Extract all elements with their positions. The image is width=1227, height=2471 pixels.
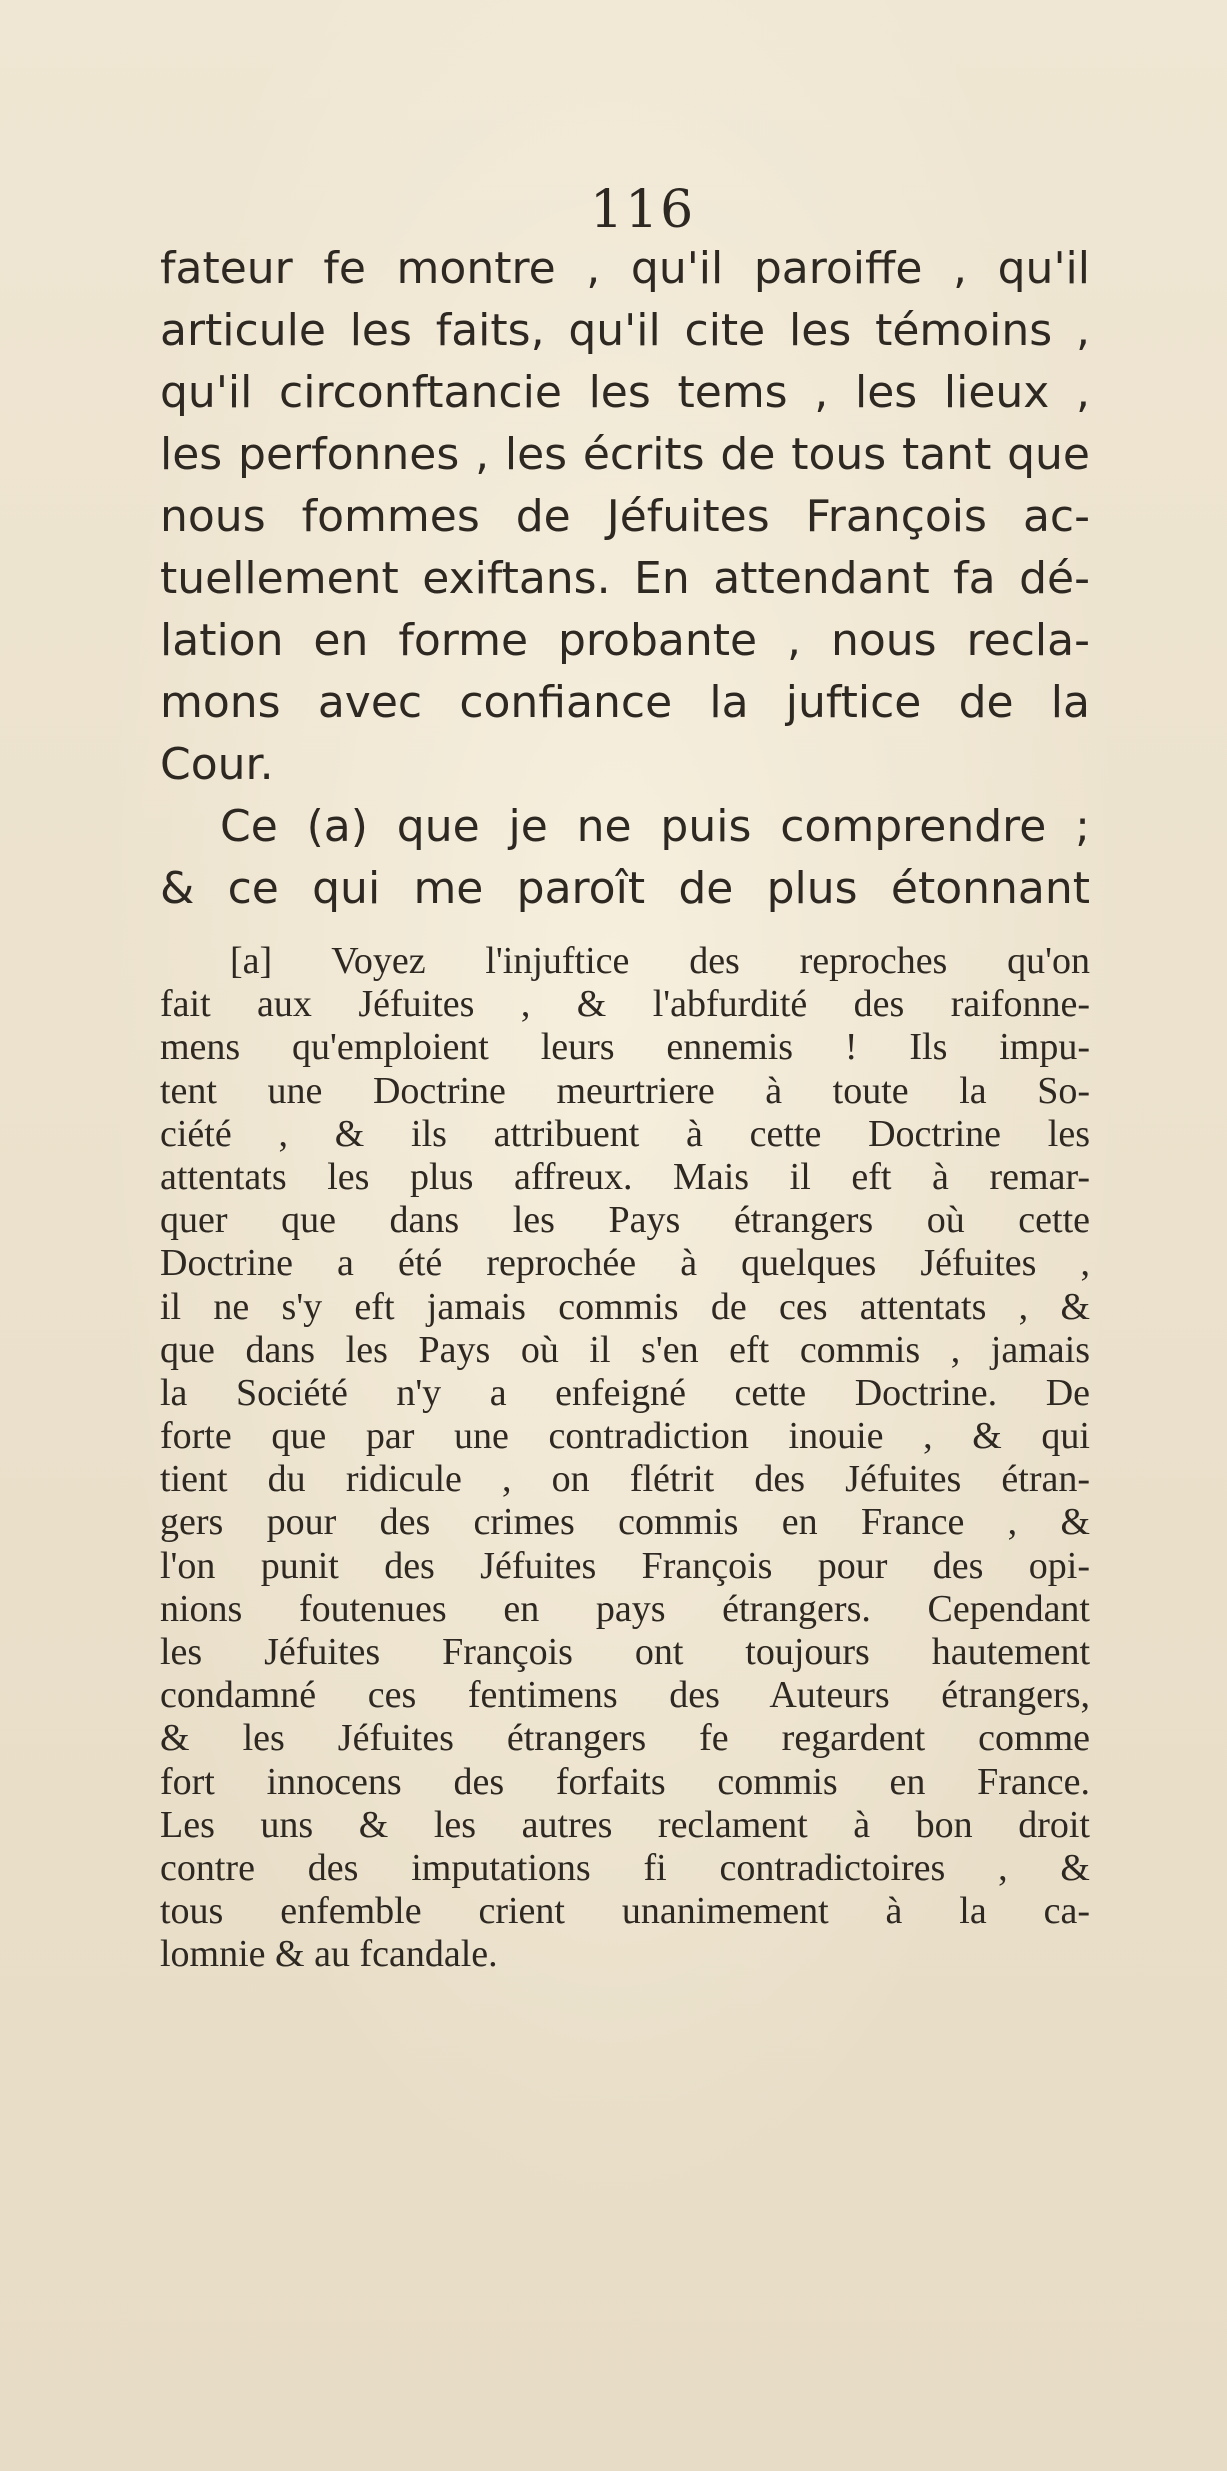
- footnote-line: la Société n'y a enfeigné cette Doctrine. De: [160, 1371, 1090, 1414]
- main-text-line: tuellement exiftans. En attendant fa dé-: [160, 553, 1090, 604]
- footnote-line: tent une Doctrine meurtriere à toute la So-: [160, 1069, 1090, 1112]
- footnote-line: lomnie & au fcandale.: [160, 1933, 498, 1976]
- footnote-line: condamné ces fentimens des Auteurs étrangers,: [160, 1674, 1090, 1717]
- footnote-line: gers pour des crimes commis en France , &: [160, 1501, 1090, 1544]
- footnote-line: ciété , & ils attribuent à cette Doctrine les: [160, 1112, 1090, 1155]
- footnote-line: l'on punit des Jéfuites François pour des opi-: [160, 1544, 1090, 1587]
- footnote-line: forte que par une contradiction inouie , & qui: [160, 1415, 1090, 1458]
- main-text-line: articule les faits, qu'il cite les témoins ,: [160, 305, 1090, 356]
- footnote-line: & les Jéfuites étrangers fe regardent comme: [160, 1717, 1090, 1760]
- footnote-line: attentats les plus affreux. Mais il eft à remar-: [160, 1155, 1090, 1198]
- main-text-line: nous fommes de Jéfuites François ac-: [160, 491, 1090, 542]
- footnote-line: Les uns & les autres reclament à bon droit: [160, 1803, 1090, 1846]
- main-text-line: les perfonnes , les écrits de tous tant que: [160, 429, 1090, 480]
- footnote-line: [a] Voyez l'injuftice des reproches qu'on: [230, 940, 1090, 982]
- footnote-line: contre des imputations fi contradictoires , &: [160, 1846, 1090, 1889]
- footnote-line: fort innocens des forfaits commis en France.: [160, 1760, 1090, 1803]
- page-number: 116: [590, 180, 696, 240]
- footnote-line: Doctrine a été reprochée à quelques Jéfuites ,: [160, 1242, 1090, 1285]
- main-text-line: fateur fe montre , qu'il paroiffe , qu'il: [160, 243, 1090, 294]
- footnote-block: [160, 940, 1090, 1977]
- main-text-line: & ce qui me paroît de plus étonnant: [160, 863, 1090, 914]
- main-text-line: qu'il circonftancie les tems , les lieux ,: [160, 367, 1090, 418]
- footnote-line: que dans les Pays où il s'en eft commis , jamais: [160, 1328, 1090, 1371]
- main-text-line: mons avec confiance la juftice de la: [160, 677, 1090, 728]
- footnote-line: il ne s'y eft jamais commis de ces attentats , &: [160, 1285, 1090, 1328]
- footnote-line: les Jéfuites François ont toujours hautement: [160, 1631, 1090, 1673]
- main-text-line: lation en forme probante , nous recla-: [160, 615, 1090, 666]
- footnote-line: tous enfemble crient unanimement à la ca-: [160, 1890, 1090, 1933]
- footnote-line: quer que dans les Pays étrangers où cette: [160, 1199, 1090, 1242]
- main-text-block: [160, 238, 1090, 920]
- footnote-line: mens qu'emploient leurs ennemis ! Ils impu-: [160, 1026, 1090, 1069]
- main-text-line: Ce (a) que je ne puis comprendre ;: [220, 801, 1090, 852]
- footnote-line: nions foutenues en pays étrangers. Cependant: [160, 1587, 1090, 1630]
- main-text-line: Cour.: [160, 739, 274, 790]
- footnote-line: tient du ridicule , on flétrit des Jéfuites étran-: [160, 1458, 1090, 1501]
- footnote-line: fait aux Jéfuites , & l'abfurdité des raifonne-: [160, 983, 1090, 1026]
